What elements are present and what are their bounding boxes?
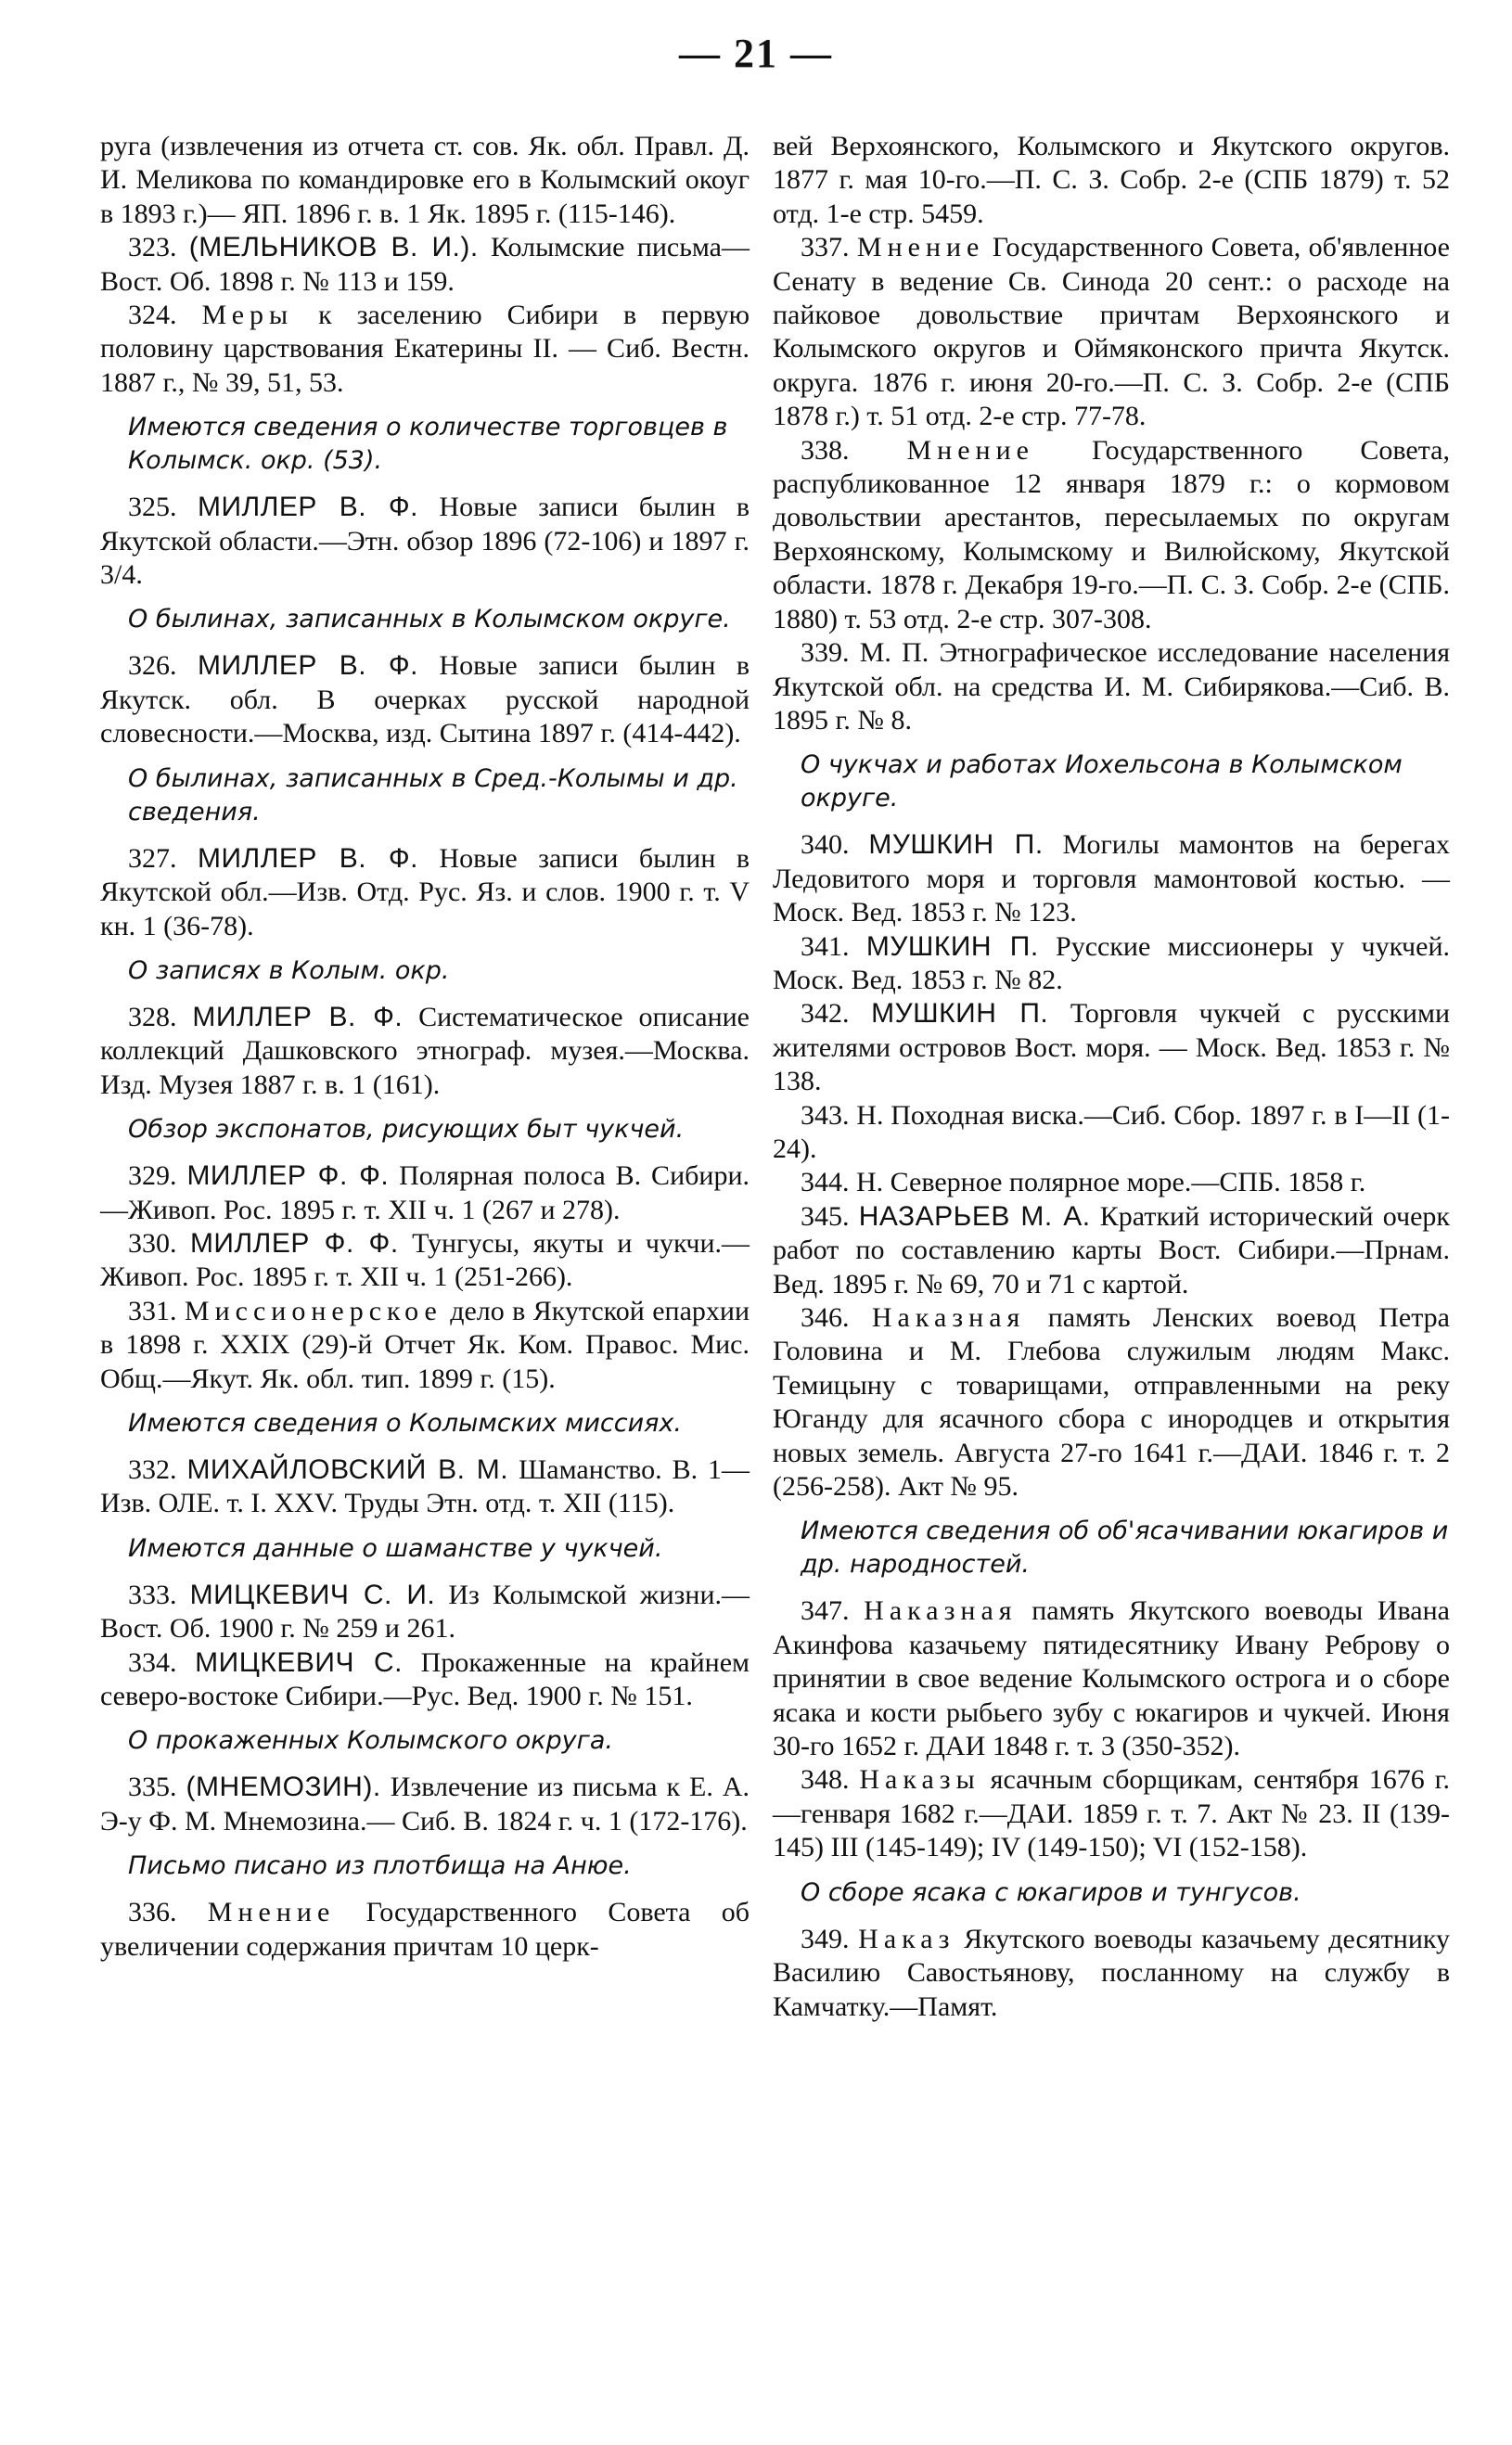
- entry-number: 347.: [801, 1595, 850, 1627]
- entry-number: 334.: [128, 1646, 177, 1678]
- entry-number: 346.: [801, 1302, 850, 1333]
- entry-continuation: [773, 130, 1450, 231]
- bibliography-entry: [100, 1453, 750, 1521]
- bibliography-entry: [100, 1001, 750, 1102]
- entry-author: МИЛЛЕР Ф. Ф.: [186, 1160, 390, 1192]
- entry-text: Походная виска.—Сиб. Сбор. 1897 г. в I—II (1-24).: [773, 1099, 1450, 1164]
- entry-text: вей Верхоянского, Колымского и Якутского округов. 1877 г. мая 10-го.—П. С. З. Собр. 2-е (СПБ 1879) т. 52 отд. 1-е стр. 5459.: [773, 131, 1450, 229]
- entry-text: Систематическое описание коллекций Дашковского этнограф. музея.—Москва. Изд. Музея 1887 г. в. 1 (161).: [100, 1001, 750, 1100]
- right-column: [773, 130, 1450, 2024]
- entry-number: 327.: [128, 842, 177, 874]
- entry-number: 323.: [128, 232, 177, 263]
- left-column: [100, 130, 750, 1964]
- entry-heading: Меры: [201, 300, 294, 331]
- bibliography-entry: [773, 1166, 1450, 1199]
- entry-text: Новые записи былин в Якутской области.—Этн. обзор 1896 (72-106) и 1897 г. 3/4.: [100, 492, 750, 591]
- entry-number: 348.: [801, 1764, 850, 1796]
- entry-author: МИЦКЕВИЧ С.: [195, 1646, 403, 1678]
- bibliography-entry: [100, 1896, 750, 1964]
- entry-text: Северное полярное море.—СПБ. 1858 г.: [890, 1167, 1366, 1198]
- bibliography-entry: [773, 828, 1450, 929]
- entry-number: 326.: [128, 650, 177, 682]
- entry-author: МУШКИН П.: [865, 930, 1039, 962]
- annotation-note: О прокаженных Колымского округа.: [128, 1726, 613, 1756]
- annotation-note: О чукчах и работах Иохельсона в Колымском округе.: [801, 750, 1403, 813]
- page-number: — 21 —: [679, 31, 833, 76]
- entry-heading: Мнение: [207, 1897, 336, 1928]
- entry-text: Из Колымской жизни.—Вост. Об. 1900 г. № 259 и 261.: [100, 1579, 750, 1645]
- entry-text: Торговля чукчей с русскими жителями островов Вост. моря. — Моск. Вед. 1853 г. № 138.: [773, 998, 1451, 1097]
- entry-author: МИЛЛЕР В. Ф.: [192, 1001, 404, 1032]
- entry-author: МИЛЛЕР В. Ф.: [197, 492, 418, 523]
- entry-number: 349.: [801, 1923, 850, 1954]
- entry-text: память Ленских воевод Петра Головина и М. Глебова служилым людям Макс. Темицыну с товарищами, отправленными на реку Юганду для ясачного сбора с инородцев и открытия новых земель. Августа 27-го 1641 г.—ДАИ. 1846 г. т. 2 (256-258). Акт № 95.: [773, 1302, 1450, 1503]
- entry-number: 333.: [128, 1579, 177, 1610]
- entry-text: Государственного Совета, распубликованное 12 января 1879 г.: о кормовом довольствии арестантов, пересылаемых по округам Верхоянскому, Колымскому и Вилюйскому, Якутской области. 1878 г. Декабря 19-го.—П. С. З. Собр. 2-е (СПБ. 1880) т. 53 отд. 2-е стр. 307-308.: [773, 434, 1450, 634]
- annotation-note: Имеются сведения о количестве торговцев в Колымск. окр. (53).: [128, 413, 728, 476]
- entry-text: Извлечение из письма к Е. А. Э-у Ф. М. Мнемозина.— Сиб. В. 1824 г. ч. 1 (172-176).: [100, 1772, 750, 1837]
- entry-heading: Миссионерское: [184, 1295, 442, 1326]
- entry-author: МИЛЛЕР В. Ф.: [197, 842, 418, 874]
- entry-text: руга (извлечения из отчета ст. сов. Як. обл. Правл. Д. И. Меликова по командировке его в Колымский окоуг в 1893 г.)— ЯП. 1896 г. в. 1 Як. 1895 г. (115-146).: [100, 131, 750, 229]
- entry-number: 337.: [801, 232, 850, 263]
- bibliography-entry: [100, 1646, 750, 1714]
- entry-author: МУШКИН П.: [871, 998, 1049, 1030]
- entry-text: Могилы мамонтов на берегах Ледовитого моря и торговля мамонтовой костью. — Моск. Вед. 1853 г. № 123.: [773, 829, 1451, 928]
- entry-text: Якутского воеводы казачьему десятнику Василию Савостьянову, посланному на службу в Камчатку.—Памят.: [773, 1923, 1451, 2022]
- entry-number: 338.: [801, 434, 850, 466]
- bibliography-entry: [100, 1159, 750, 1227]
- bibliography-entry: [100, 491, 750, 592]
- entry-number: 345.: [801, 1200, 850, 1232]
- entry-heading: Наказная: [871, 1302, 1026, 1333]
- entry-text: память Якутского воеводы Ивана Акинфова казачьему пятидесятнику Ивану Реброву о принятии в свое ведение Колымского острога и о сборе ясака и кости рыбьего зубу с юкагиров и чукчей. Июня 30-го 1652 г. ДАИ 1848 г. т. 3 (350-352).: [773, 1595, 1450, 1762]
- entry-number: 336.: [128, 1897, 177, 1928]
- entry-number: 330.: [128, 1227, 177, 1259]
- entry-author: НАЗАРЬЕВ М. А.: [858, 1200, 1091, 1232]
- bibliography-entry: [100, 1227, 750, 1295]
- entry-author: МИЛЛЕР Ф. Ф.: [189, 1227, 399, 1259]
- bibliography-entry: [773, 930, 1450, 998]
- bibliography-entry: [773, 1200, 1450, 1301]
- entry-text: Краткий исторический очерк работ по составлению карты Вост. Сибири.—Прнам. Вед. 1895 г. № 69, 70 и 71 с картой.: [773, 1200, 1450, 1299]
- entry-text: Тунгусы, якуты и чукчи.—Живоп. Рос. 1895 г. т. XII ч. 1 (251-266).: [100, 1227, 750, 1293]
- annotation-note: О былинах, записанных в Колымском округе.: [128, 605, 731, 634]
- annotation-note: Имеются сведения о Колымских миссиях.: [128, 1408, 682, 1438]
- entry-heading: Н.: [856, 1099, 884, 1131]
- entry-continuation: [100, 130, 750, 231]
- entry-author: МИХАЙЛОВСКИЙ В. М.: [186, 1453, 509, 1485]
- entry-heading: Н.: [856, 1167, 884, 1198]
- bibliography-entry: [100, 1771, 750, 1838]
- entry-text: ясачным сборщикам, сентября 1676 г.—генваря 1682 г.—ДАИ. 1859 г. т. 7. Акт № 23. II (139-145) III (145-149); IV (149-150); VI (152-158).: [773, 1764, 1451, 1863]
- entry-heading: Наказы: [859, 1764, 980, 1796]
- entry-heading: М. П.: [859, 637, 929, 669]
- entry-number: 324.: [128, 300, 177, 331]
- bibliography-entry: [100, 842, 750, 943]
- bibliography-entry: [100, 649, 750, 750]
- bibliography-entry: [100, 299, 750, 400]
- entry-number: 331.: [128, 1295, 177, 1326]
- entry-number: 329.: [128, 1160, 177, 1192]
- annotation-note: Письмо писано из плотбища на Анюе.: [128, 1851, 632, 1881]
- entry-author: МУШКИН П.: [868, 829, 1044, 861]
- bibliography-entry: [773, 1923, 1450, 2024]
- entry-number: 343.: [801, 1099, 850, 1131]
- entry-author: МИЦКЕВИЧ С. И.: [189, 1579, 436, 1610]
- entry-number: 339.: [801, 637, 850, 669]
- bibliography-entry: [100, 231, 750, 299]
- entry-author: МИЛЛЕР В. Ф.: [197, 650, 418, 682]
- bibliography-entry: [773, 1594, 1450, 1763]
- entry-text: Новые записи былин в Якутской обл.—Изв. Отд. Рус. Яз. и слов. 1900 г. т. V кн. 1 (36-78).: [100, 842, 750, 941]
- entry-number: 332.: [128, 1453, 177, 1485]
- entry-text: Шаманство. В. 1—Изв. ОЛЕ. т. I. XXV. Труды Этн. отд. т. XII (115).: [100, 1453, 750, 1519]
- entry-text: Этнографическое исследование населения Якутской обл. на средства И. М. Сибирякова.—Сиб. В. 1895 г. № 8.: [773, 637, 1451, 736]
- entry-text: к заселению Сибири в первую половину царствования Екатерины II. — Сиб. Вестн. 1887 г., № 39, 51, 53.: [100, 300, 750, 398]
- entry-heading: Мнение: [906, 434, 1034, 466]
- entry-number: 340.: [801, 829, 850, 861]
- bibliography-entry: [773, 231, 1450, 433]
- entry-number: 328.: [128, 1001, 177, 1032]
- entry-text: Полярная полоса В. Сибири.—Живоп. Рос. 1895 г. т. XII ч. 1 (267 и 278).: [100, 1160, 750, 1225]
- bibliography-entry: [100, 1579, 750, 1646]
- annotation-note: Обзор экспонатов, рисующих быт чукчей.: [128, 1115, 685, 1145]
- entry-number: 344.: [801, 1167, 850, 1198]
- entry-author: (МНЕМОЗИН).: [186, 1772, 381, 1803]
- bibliography-entry: [773, 997, 1450, 1098]
- entry-heading: Наказ: [858, 1923, 955, 1954]
- entry-text: Государственного Совета об увеличении содержания причтам 10 церк-: [100, 1897, 750, 1962]
- entry-text: Прокаженные на крайнем северо-востоке Сибири.—Рус. Вед. 1900 г. № 151.: [100, 1646, 750, 1711]
- annotation-note: О былинах, записанных в Сред.-Колымы и др. сведения.: [128, 763, 738, 826]
- entry-text: Новые записи былин в Якутск. обл. В очерках русской народной словесности.—Москва, изд. Сытина 1897 г. (414-442).: [100, 650, 750, 749]
- entry-number: 325.: [128, 492, 177, 523]
- entry-text: дело в Якутской епархии в 1898 г. XXIX (29)-й Отчет Як. Ком. Правос. Мис. Общ.—Якут. Як. обл. тип. 1899 г. (15).: [100, 1295, 750, 1394]
- entry-text: Колымские письма—Вост. Об. 1898 г. № 113 и 159.: [100, 232, 750, 297]
- bibliography-entry: [100, 1295, 750, 1396]
- annotation-note: О записях в Колым. окр.: [128, 955, 450, 985]
- bibliography-entry: [773, 1763, 1450, 1864]
- entry-heading: Мнение: [856, 232, 985, 263]
- entry-text: Русские миссионеры у чукчей. Моск. Вед. 1853 г. № 82.: [773, 930, 1450, 995]
- entry-number: 342.: [801, 998, 850, 1030]
- entry-number: 341.: [801, 930, 850, 962]
- annotation-note: О сборе ясака с юкагиров и тунгусов.: [801, 1877, 1301, 1907]
- annotation-note: Имеются данные о шаманстве у чукчей.: [128, 1533, 663, 1563]
- entry-author: (МЕЛЬНИКОВ В. И.).: [188, 232, 479, 263]
- entry-number: 335.: [128, 1772, 177, 1803]
- bibliography-entry: [773, 636, 1450, 737]
- entry-heading: Наказная: [864, 1595, 1018, 1627]
- bibliography-entry: [773, 434, 1450, 636]
- bibliography-entry: [773, 1301, 1450, 1504]
- annotation-note: Имеются сведения об об'ясачивании юкагиров и др. народностей.: [801, 1517, 1449, 1580]
- entry-text: Государственного Совета, об'явленное Сенату в ведение Св. Синода 20 сент.: о расходе на пайковое довольствие причтам Верхоянского и Колымского округов и Оймяконского причта Якутск. округа. 1876 г. июня 20-го.—П. С. З. Собр. 2-е (СПБ 1878 г.) т. 51 отд. 2-е стр. 77-78.: [773, 232, 1450, 432]
- bibliography-entry: [773, 1099, 1450, 1167]
